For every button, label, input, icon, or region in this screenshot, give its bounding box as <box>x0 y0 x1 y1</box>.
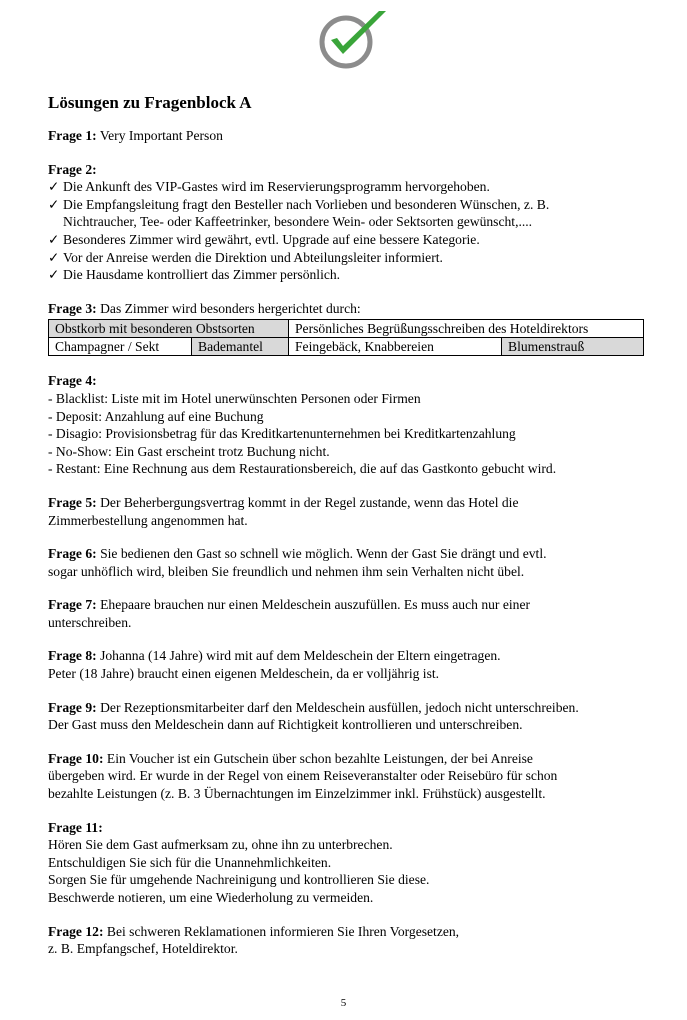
table-cell: Bademantel <box>192 338 289 356</box>
table-cell: Feingebäck, Knabbereien <box>289 338 502 356</box>
question-1 <box>48 127 648 145</box>
question-8: Frage 8: Johanna (14 Jahre) wird mit auf dem Meldeschein der Eltern eingetragen. Peter (18 Jahre) braucht einen eigenen Meldeschein, da er volljährig ist. <box>48 648 501 682</box>
question-label: Frage 1: <box>48 128 97 143</box>
question-label: Frage 12: <box>48 923 104 939</box>
question-label: Frage 7: <box>48 597 97 613</box>
question-2 <box>48 161 648 284</box>
question-12: Frage 12: Bei schweren Reklamationen informieren Sie Ihren Vorgesetzen, z. B. Empfangschef, Hoteldirektor. <box>48 923 460 957</box>
question-label: Frage 10: <box>48 750 104 766</box>
list-item: - Deposit: Anzahlung auf eine Buchung <box>48 408 264 424</box>
table-cell: Obstkorb mit besonderen Obstsorten <box>49 320 289 338</box>
page-number: 5 <box>340 997 347 1009</box>
checkmark-icon: ✓ <box>48 179 60 195</box>
question-7: Frage 7: Ehepaare brauchen nur einen Meldeschein auszufüllen. Es muss auch nur einer unterschreiben. <box>48 597 531 630</box>
document-page <box>48 93 648 974</box>
question-4 <box>48 372 648 478</box>
table-cell: Blumenstrauß <box>502 338 644 356</box>
question-5: Frage 5: Der Beherbergungsvertrag kommt in der Regel zustande, wenn das Hotel die Zimmerbestellung angenommen hat. <box>48 494 519 528</box>
question-label: Frage 11: <box>48 819 103 835</box>
list-item: - Blacklist: Liste mit im Hotel unerwünschten Personen oder Firmen <box>48 390 421 406</box>
question-3 <box>48 300 648 357</box>
question-label: Frage 5: <box>48 494 97 510</box>
checkmark-icon: ✓ <box>48 231 60 247</box>
table-row <box>49 320 644 338</box>
check-list-item: ✓ Vor der Anreise werden die Direktion und Abteilungsleiter informiert. <box>48 249 443 265</box>
table-row <box>49 338 644 356</box>
list-item: - No-Show: Ein Gast erscheint trotz Buchung nicht. <box>48 443 330 459</box>
question-label: Frage 3: <box>48 300 97 316</box>
check-list-item: ✓ Die Hausdame kontrolliert das Zimmer persönlich. <box>48 267 341 283</box>
question-9: Frage 9: Der Rezeptionsmitarbeiter darf den Meldeschein ausfüllen, jedoch nicht unterschreiben. Der Gast muss den Meldeschein dann auf Richtigkeit kontrollieren und unterschreiben. <box>48 699 579 733</box>
answer-text: Das Zimmer wird besonders hergerichtet durch: <box>100 300 361 316</box>
decoration-table <box>48 319 644 356</box>
check-list-item: ✓ Die Empfangsleitung fragt den Besteller nach Vorlieben und besonderen Wünschen, z. B. Nichtraucher, Tee- oder Kaffeetrinker, besondere Wein- oder Sektsorten gewünscht,.... <box>48 196 550 230</box>
table-cell: Champagner / Sekt <box>49 338 192 356</box>
check-list-item: ✓ Die Ankunft des VIP-Gastes wird im Reservierungsprogramm hervorgehoben. <box>48 179 490 195</box>
list-item: - Disagio: Provisionsbetrag für das Kreditkartenunternehmen bei Kreditkartenzahlung <box>48 426 516 442</box>
check-list-item: ✓ Besonderes Zimmer wird gewährt, evtl. Upgrade auf eine bessere Kategorie. <box>48 231 480 247</box>
check-circle-icon <box>316 8 390 70</box>
page-title: Lösungen zu Fragenblock A <box>48 93 252 112</box>
checkmark-icon: ✓ <box>48 249 60 265</box>
question-label: Frage 2: <box>48 161 97 177</box>
checkmark-icon: ✓ <box>48 267 60 283</box>
question-label: Frage 9: <box>48 699 97 715</box>
list-item: - Restant: Eine Rechnung aus dem Restaurationsbereich, die auf das Gastkonto gebucht wird. <box>48 461 557 477</box>
question-label: Frage 6: <box>48 546 97 562</box>
answer-text: Very Important Person <box>99 128 223 143</box>
checkmark-icon: ✓ <box>48 196 60 212</box>
question-6: Frage 6: Sie bedienen den Gast so schnell wie möglich. Wenn der Gast Sie drängt und evtl. sogar unhöflich wird, bleiben Sie freundlich und nehmen ihm sein Verhalten nicht übel. <box>48 546 547 579</box>
question-11: Frage 11: Hören Sie dem Gast aufmerksam zu, ohne ihn zu unterbrechen. Entschuldigen Sie sich für die Unannehmlichkeiten. Sorgen Sie für umgehende Nachreinigung und kontrollieren Sie diese. Beschwerde notieren, um eine Wiederholung zu vermeiden. <box>48 819 648 907</box>
table-cell: Persönliches Begrüßungsschreiben des Hoteldirektors <box>289 320 644 338</box>
question-label: Frage 4: <box>48 373 97 389</box>
question-label: Frage 8: <box>48 648 97 664</box>
question-10: Frage 10: Ein Voucher ist ein Gutschein über schon bezahlte Leistungen, der bei Anreise übergeben wird. Er wurde in der Regel von einem Reiseveranstalter oder Reisebüro für schon bezahlte Leistungen (z. B. 3 Übernachtungen im Einzelzimmer inkl. Frühstück) ausgestellt. <box>48 750 558 802</box>
